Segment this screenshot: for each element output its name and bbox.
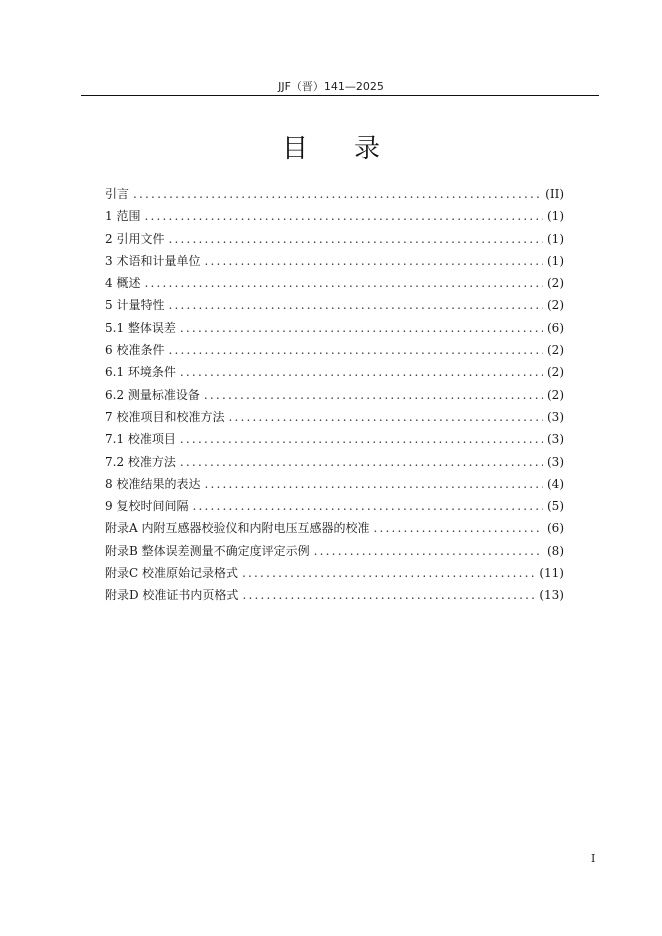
page-title: 目录 [281, 134, 426, 164]
toc-entry-page: (3) [547, 454, 564, 469]
toc-entry[interactable] [105, 205, 564, 227]
toc-entry-label: 附录D 校准证书内页格式 [105, 588, 239, 603]
toc-entry[interactable] [105, 250, 564, 272]
toc-entry[interactable] [105, 562, 564, 584]
toc-entry[interactable] [105, 228, 564, 250]
toc-entry[interactable] [105, 384, 564, 406]
dot-leader [314, 540, 543, 562]
toc-entry[interactable] [105, 540, 564, 562]
dot-leader [144, 272, 543, 294]
toc-entry-page: (3) [547, 409, 564, 424]
toc-entry-label: 1 范围 [105, 209, 141, 224]
toc-entry-page: (2) [547, 365, 564, 380]
toc-entry-label: 9 复校时间间隔 [105, 499, 189, 514]
toc-entry-page: (6) [547, 320, 564, 335]
dot-leader [168, 228, 543, 250]
dot-leader [180, 317, 543, 339]
toc-entry[interactable] [105, 317, 564, 339]
toc-entry[interactable] [105, 406, 564, 428]
toc-entry-page: (13) [539, 588, 564, 603]
dot-leader [168, 339, 543, 361]
dot-leader [242, 584, 535, 606]
toc-entry[interactable] [105, 272, 564, 294]
toc-entry-page: (3) [547, 432, 564, 447]
toc-entry-page: (1) [547, 253, 564, 268]
toc-entry-page: (5) [547, 499, 564, 514]
toc-entry-label: 附录C 校准原始记录格式 [105, 566, 238, 581]
toc-entry-label: 附录A 内附互感器校验仪和内附电压互感器的校准 [105, 521, 370, 536]
toc-entry-page: (II) [545, 187, 564, 201]
dot-leader [133, 183, 541, 205]
toc-entry[interactable] [105, 517, 564, 539]
toc-entry-page: (11) [539, 566, 564, 581]
dot-leader [180, 428, 543, 450]
toc-entry-label: 6.1 环境条件 [105, 365, 176, 380]
toc-entry-page: (4) [547, 476, 564, 491]
dot-leader [144, 205, 543, 227]
toc-entry-page: (2) [547, 343, 564, 358]
dot-leader [242, 562, 535, 584]
toc-entry-label: 8 校准结果的表达 [105, 476, 201, 491]
toc-entry-label: 4 概述 [105, 276, 141, 291]
dot-leader [228, 406, 543, 428]
toc-entry-label: 附录B 整体误差测量不确定度评定示例 [105, 543, 310, 558]
toc-entry-label: 引言 [105, 187, 130, 201]
toc-entry[interactable] [105, 495, 564, 517]
dot-leader [168, 294, 543, 316]
toc-entry[interactable] [105, 361, 564, 383]
toc-entry[interactable] [105, 339, 564, 361]
dot-leader [180, 451, 543, 473]
dot-leader [180, 361, 543, 383]
dot-leader [204, 384, 543, 406]
toc-entry-page: (2) [547, 276, 564, 291]
toc-entry[interactable] [105, 473, 564, 495]
toc-entry-label: 6 校准条件 [105, 343, 165, 358]
header-rule [81, 95, 599, 96]
toc-entry-page: (2) [547, 387, 564, 402]
toc-entry[interactable] [105, 294, 564, 316]
toc-entry-page: (1) [547, 231, 564, 246]
dot-leader [373, 517, 543, 539]
page-number: I [591, 852, 596, 865]
toc-entry-page: (1) [547, 209, 564, 224]
toc-entry-label: 3 术语和计量单位 [105, 253, 201, 268]
toc-entry[interactable] [105, 428, 564, 450]
dot-leader [192, 495, 543, 517]
dot-leader [204, 473, 543, 495]
toc-entry[interactable] [105, 451, 564, 473]
toc-entry-label: 7 校准项目和校准方法 [105, 409, 225, 424]
toc-entry[interactable] [105, 584, 564, 606]
toc-entry-label: 6.2 测量标准设备 [105, 387, 200, 402]
toc-entry-label: 5 计量特性 [105, 298, 165, 313]
toc-entry[interactable] [105, 183, 564, 205]
toc-entry-label: 5.1 整体误差 [105, 320, 176, 335]
toc-entry-label: 7.1 校准项目 [105, 432, 176, 447]
toc-entry-page: (2) [547, 298, 564, 313]
document-code-header: JJF（晋）141—2025 [278, 80, 384, 93]
toc-entry-page: (8) [547, 543, 564, 558]
dot-leader [204, 250, 543, 272]
toc-entry-label: 2 引用文件 [105, 231, 165, 246]
toc-entry-label: 7.2 校准方法 [105, 454, 176, 469]
table-of-contents [105, 183, 564, 607]
toc-entry-page: (6) [547, 521, 564, 536]
